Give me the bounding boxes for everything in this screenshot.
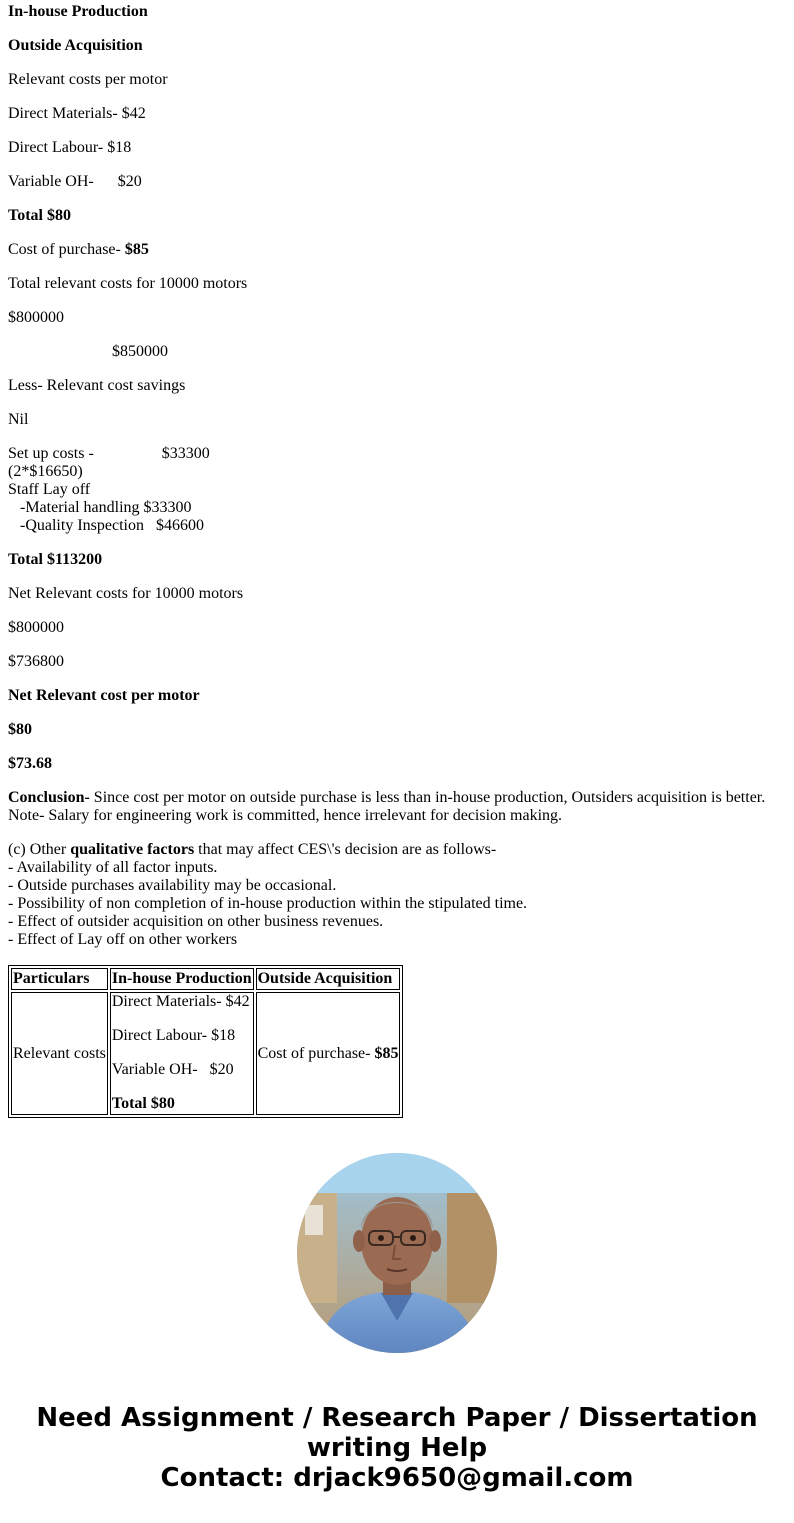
net-per-motor-label: Net Relevant cost per motor bbox=[8, 687, 200, 704]
inhouse-cell bbox=[110, 992, 254, 1115]
footer-banner bbox=[0, 1403, 794, 1493]
heading-inhouse: In-house Production bbox=[8, 3, 148, 20]
direct-materials: Direct Materials- $42 bbox=[8, 105, 146, 122]
comparison-table bbox=[8, 965, 403, 1118]
inhouse-line: Direct Materials- $42 bbox=[111, 993, 250, 1010]
inhouse-total: Total $80 bbox=[111, 1095, 175, 1112]
inhouse-line: Direct Labour- $18 bbox=[111, 1027, 236, 1044]
table-header-cell: Outside Acquisition bbox=[256, 968, 401, 990]
less-savings-label: Less- Relevant cost savings bbox=[8, 377, 186, 394]
net-outside: $736800 bbox=[8, 653, 64, 670]
savings-breakdown bbox=[8, 445, 210, 535]
footer-line: writing Help bbox=[306, 1433, 488, 1463]
total-inhouse: $800000 bbox=[8, 309, 64, 326]
total-outside: $850000 bbox=[112, 343, 168, 360]
table-header-row bbox=[11, 968, 400, 990]
qualitative-intro: (c) Other qualitative factors that may affect CES\'s decision are as follows- bbox=[8, 841, 497, 858]
total-relevant-label: Total relevant costs for 10000 motors bbox=[8, 275, 248, 292]
footer-line: Need Assignment / Research Paper / Dissertation bbox=[36, 1403, 758, 1433]
total-savings: Total $113200 bbox=[8, 551, 103, 568]
avatar bbox=[297, 1153, 497, 1353]
net-per-motor-inhouse: $80 bbox=[8, 721, 32, 738]
inhouse-line: Variable OH- $20 bbox=[111, 1061, 234, 1078]
table-header-cell: Particulars bbox=[11, 968, 108, 990]
conclusion-line: Conclusion- Since cost per motor on outside purchase is less than in-house production, Outsiders acquisition is better. bbox=[8, 789, 766, 806]
qualitative-item: - Possibility of non completion of in-house production within the stipulated time. bbox=[8, 895, 528, 912]
staff-layoff: Staff Lay off bbox=[8, 481, 91, 498]
qualitative-item: - Effect of Lay off on other workers bbox=[8, 931, 238, 948]
quality-inspection: -Quality Inspection $46600 bbox=[8, 517, 204, 534]
conclusion bbox=[8, 789, 765, 825]
note-line: Note- Salary for engineering work is committed, hence irrelevant for decision making. bbox=[8, 807, 563, 824]
cost-of-purchase: Cost of purchase- $85 bbox=[8, 241, 149, 258]
table-row bbox=[11, 992, 400, 1115]
material-handling: -Material handling $33300 bbox=[8, 499, 192, 516]
net-inhouse: $800000 bbox=[8, 619, 64, 636]
setup-costs: Set up costs - $33300 bbox=[8, 445, 210, 462]
relevant-costs-label: Relevant costs per motor bbox=[8, 71, 168, 88]
direct-labour: Direct Labour- $18 bbox=[8, 139, 132, 156]
qualitative-factors bbox=[8, 841, 527, 949]
net-relevant-label: Net Relevant costs for 10000 motors bbox=[8, 585, 244, 602]
variable-oh: Variable OH- $20 bbox=[8, 173, 142, 190]
row-label: Relevant costs bbox=[11, 992, 108, 1115]
qualitative-item: - Effect of outsider acquisition on other business revenues. bbox=[8, 913, 384, 930]
footer-contact[interactable]: Contact: drjack9650@gmail.com bbox=[160, 1463, 634, 1493]
setup-formula: (2*$16650) bbox=[8, 463, 83, 480]
qualitative-item: - Outside purchases availability may be occasional. bbox=[8, 877, 337, 894]
total-per-motor: Total $80 bbox=[8, 207, 71, 224]
outside-cell: Cost of purchase- $85 bbox=[256, 992, 401, 1115]
heading-outside: Outside Acquisition bbox=[8, 37, 143, 54]
avatar-portrait-image bbox=[297, 1153, 497, 1353]
net-per-motor-outside: $73.68 bbox=[8, 755, 52, 772]
qualitative-item: - Availability of all factor inputs. bbox=[8, 859, 218, 876]
table-header-cell: In-house Production bbox=[110, 968, 254, 990]
nil-value: Nil bbox=[8, 411, 29, 428]
